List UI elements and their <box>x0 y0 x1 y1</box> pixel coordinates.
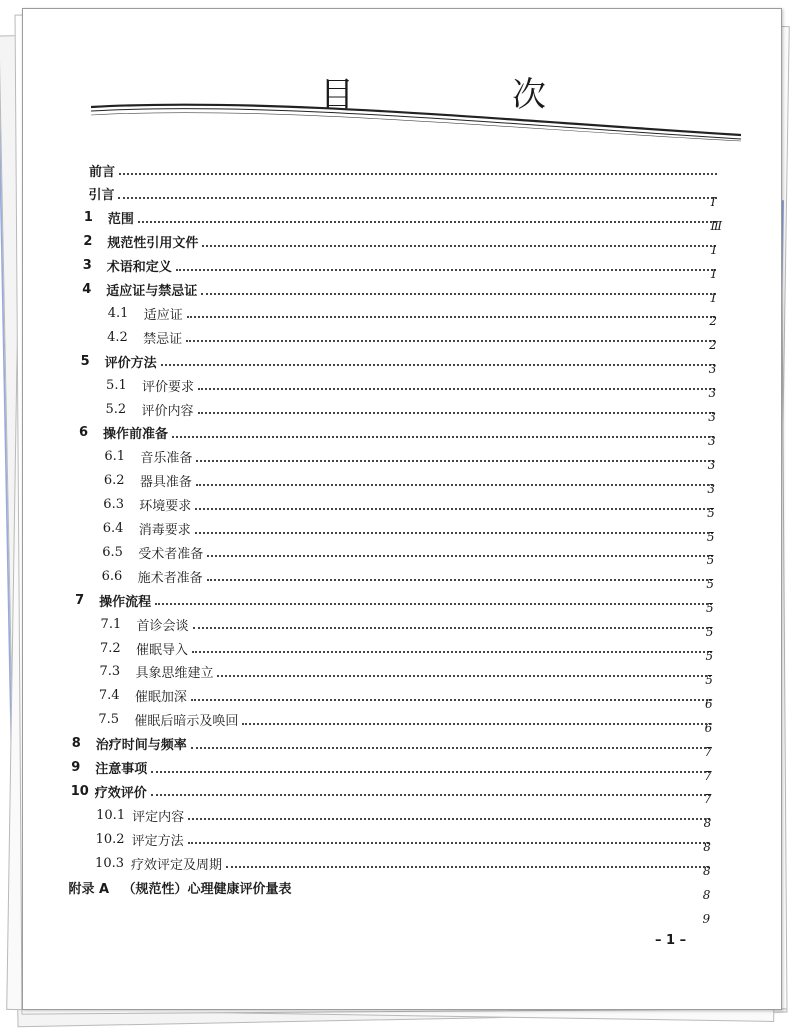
toc-entry-label: 规范性引用文件 <box>107 236 199 252</box>
toc-page-number: Ⅲ <box>710 218 723 233</box>
toc-entry-number: 4.2 <box>107 329 128 345</box>
toc-page-number: 3 <box>707 481 716 496</box>
toc-entry[interactable] <box>102 565 717 587</box>
toc-entry-label: 首诊会谈 <box>136 618 189 634</box>
toc-entry[interactable] <box>99 661 715 683</box>
toc-entry-number: 1 <box>83 210 93 226</box>
toc-entry-number: 2 <box>83 234 93 250</box>
toc-page-number: 3 <box>708 410 716 424</box>
toc-page-number: 5 <box>706 577 714 592</box>
toc-entry-label: （规范性）心理健康评价量表 <box>122 881 292 897</box>
toc-entry-label: 施术者准备 <box>137 570 203 586</box>
toc-entry-number: 9 <box>71 760 81 775</box>
toc-entry-number: 6.3 <box>103 497 124 513</box>
toc-leader-dots <box>151 763 710 773</box>
toc-entry-label: 禁忌证 <box>143 331 183 347</box>
toc-entry-label: 音乐准备 <box>140 451 193 467</box>
toc-entry-number: 6.5 <box>102 544 123 560</box>
toc-page-number: 2 <box>709 314 717 329</box>
toc-leader-dots <box>118 189 716 199</box>
toc-page-number: 5 <box>705 672 713 687</box>
toc-entry-label: 疗效评定及周期 <box>131 857 223 873</box>
toc-page-number: 1 <box>710 242 718 257</box>
toc-leader-dots <box>186 332 715 342</box>
toc-page-number: 8 <box>702 888 711 902</box>
toc-leader-dots <box>192 643 711 653</box>
toc-leader-dots <box>188 834 710 844</box>
toc-entry-label: 操作流程 <box>99 594 152 610</box>
toc-entry-label: 术语和定义 <box>106 260 172 276</box>
toc-entry[interactable] <box>103 518 717 540</box>
toc-entry[interactable] <box>81 350 719 372</box>
toc-page-number: 6 <box>704 696 713 711</box>
toc-page-number: 5 <box>707 505 715 520</box>
toc-leader-dots <box>191 691 711 701</box>
toc-leader-dots <box>207 571 713 581</box>
toc-entry[interactable] <box>106 398 719 420</box>
toc-leader-dots <box>188 810 709 820</box>
toc-entry[interactable] <box>72 733 715 755</box>
toc-page-number: 7 <box>704 744 713 759</box>
toc-entry-label: 催眠后暗示及唤回 <box>134 714 239 730</box>
toc-entry[interactable] <box>69 876 713 898</box>
toc-entry-label: 消毒要求 <box>138 523 191 538</box>
toc-entry[interactable] <box>103 494 717 516</box>
toc-entry-number: 3 <box>82 258 92 274</box>
toc-entry[interactable] <box>75 589 716 611</box>
toc-entry-number: 6.6 <box>101 568 123 584</box>
toc-entry-number: 5.2 <box>105 401 127 417</box>
toc-entry-number: 7.3 <box>99 664 121 680</box>
toc-page-number: 7 <box>704 768 712 783</box>
toc-entry[interactable] <box>89 159 721 181</box>
toc-entry-label: 评价内容 <box>141 403 194 419</box>
toc-page-number: 5 <box>706 553 715 568</box>
toc-page-number: 3 <box>707 457 716 472</box>
toc-leader-dots <box>202 237 716 247</box>
toc-leader-dots <box>198 404 715 414</box>
toc-entry[interactable] <box>104 470 718 492</box>
toc-entry-label: 评价要求 <box>142 379 195 395</box>
toc-page <box>22 8 782 1010</box>
toc-page-number: I <box>710 194 716 209</box>
toc-entry-number: 10 <box>70 783 89 799</box>
toc-entry[interactable] <box>107 326 719 348</box>
toc-entry[interactable] <box>101 613 716 635</box>
toc-leader-dots <box>195 500 713 510</box>
toc-entry-label: 引言 <box>88 188 115 204</box>
toc-entry-number: 5 <box>80 353 90 369</box>
toc-entry-label: 范围 <box>107 212 134 228</box>
toc-leader-dots <box>155 595 712 605</box>
toc-page-number: 7 <box>703 792 712 807</box>
toc-entry-label: 评定内容 <box>132 809 185 825</box>
toc-entry-number: 6.4 <box>102 521 124 536</box>
toc-leader-dots <box>201 285 715 295</box>
toc-leader-dots <box>226 858 709 868</box>
toc-entry-number: 5.1 <box>106 377 127 393</box>
toc-entry-number: 8 <box>71 736 81 752</box>
toc-leader-dots <box>119 165 717 175</box>
toc-entry-label: 适应证 <box>143 307 183 323</box>
toc-page-number: 9 <box>702 911 711 926</box>
page-title: 目 次 <box>320 75 608 115</box>
toc-entry[interactable] <box>84 207 721 229</box>
toc-page-number: 5 <box>706 601 714 616</box>
toc-leader-dots <box>176 261 716 271</box>
toc-leader-dots <box>196 476 714 486</box>
toc-page-number: 3 <box>708 362 717 377</box>
toc-entry[interactable] <box>96 804 713 826</box>
toc-entry-number: 7.5 <box>98 712 120 728</box>
toc-entry-number: 6 <box>78 425 88 441</box>
title-wave-rule <box>91 93 741 143</box>
toc-leader-dots <box>193 619 712 629</box>
toc-entry-number: 6.1 <box>104 449 126 465</box>
toc-page-number: 3 <box>708 386 717 401</box>
toc-entry[interactable] <box>104 446 717 468</box>
toc-page-number: 5 <box>706 529 715 544</box>
page-number-footer: – 1 – <box>655 933 687 948</box>
toc-entry[interactable] <box>95 852 713 874</box>
toc-leader-dots <box>172 428 714 438</box>
toc-page-number: 6 <box>704 720 713 735</box>
toc-entry-number: 4.1 <box>107 305 129 321</box>
toc-page-number: 2 <box>709 338 717 353</box>
toc-entry[interactable] <box>96 828 714 850</box>
toc-entry-label: 催眠导入 <box>136 642 189 658</box>
toc-page-number: 8 <box>703 864 711 879</box>
toc-leader-dots <box>242 715 710 725</box>
toc-leader-dots <box>138 213 717 223</box>
toc-entry-number: 10.3 <box>95 855 124 871</box>
toc-entry[interactable] <box>71 780 714 802</box>
toc-page-number: 5 <box>705 649 714 663</box>
toc-entry[interactable] <box>99 685 715 707</box>
toc-entry-number: 10.1 <box>96 807 126 823</box>
toc-entry[interactable] <box>108 302 720 324</box>
toc-leader-dots <box>207 547 712 557</box>
toc-entry-number: 7 <box>75 592 85 608</box>
toc-entry[interactable] <box>79 422 718 444</box>
toc-entry[interactable] <box>100 637 716 659</box>
toc-page-number: 1 <box>709 290 718 305</box>
toc-entry-label: 受术者准备 <box>138 546 204 562</box>
toc-entry[interactable] <box>83 231 720 253</box>
toc-leader-dots <box>196 452 713 462</box>
toc-entry-label: 前言 <box>89 164 116 180</box>
toc-leader-dots <box>161 356 715 366</box>
toc-entry-number: 7.2 <box>100 640 121 656</box>
toc-entry-number: 10.2 <box>95 831 125 847</box>
toc-leader-dots <box>198 380 714 390</box>
toc-entry[interactable] <box>71 757 714 779</box>
toc-entry-label: 注意事项 <box>95 762 148 777</box>
toc-entry-number: 附录 A <box>68 881 110 897</box>
toc-entry-label: 器具准备 <box>139 475 192 491</box>
toc-entry-label: 治疗时间与频率 <box>95 738 187 754</box>
toc-entry[interactable] <box>106 374 718 396</box>
toc-entry-label: 适应证与禁忌证 <box>106 284 198 299</box>
toc-entry-label: 具象思维建立 <box>135 666 214 682</box>
toc-entry-label: 环境要求 <box>139 499 192 515</box>
toc-entry-label: 催眠加深 <box>134 690 187 706</box>
toc-page-number: 8 <box>703 816 712 831</box>
toc-entry-label: 评定方法 <box>131 833 184 849</box>
toc-entry[interactable] <box>88 183 720 205</box>
toc-entry-number: 4 <box>82 282 92 297</box>
toc-page-number: 8 <box>703 840 711 855</box>
toc-page-number: 5 <box>705 625 714 640</box>
toc-leader-dots <box>195 524 713 534</box>
toc-entry-label: 评价方法 <box>104 355 157 371</box>
toc-leader-dots <box>191 739 711 749</box>
toc-entry-number: 6.2 <box>103 473 125 489</box>
toc-entry-label: 操作前准备 <box>102 427 168 443</box>
toc-page-number: 3 <box>707 433 716 448</box>
toc-entry-label: 疗效评价 <box>94 785 147 801</box>
toc-entry[interactable] <box>82 279 719 301</box>
toc-entry[interactable] <box>102 541 716 563</box>
toc-page-number: 1 <box>709 266 718 281</box>
toc-entry-number: 7.4 <box>98 688 120 704</box>
toc-entry[interactable] <box>72 900 713 922</box>
toc-entry[interactable] <box>83 255 720 277</box>
toc-entry-number: 7.1 <box>100 616 122 632</box>
toc-entry[interactable] <box>98 709 714 731</box>
toc-leader-dots <box>217 667 711 677</box>
toc-leader-dots <box>151 786 710 796</box>
toc-leader-dots <box>187 308 716 318</box>
